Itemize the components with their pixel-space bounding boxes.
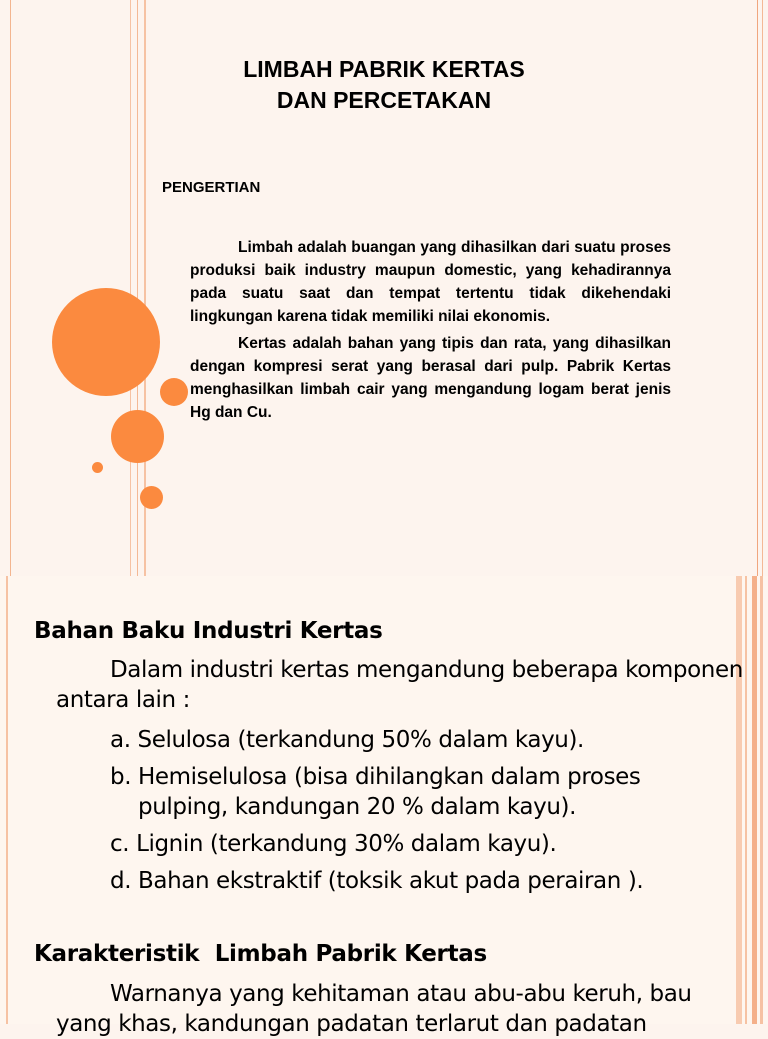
decorative-circle-small	[140, 486, 163, 509]
decorative-stripe	[757, 0, 758, 576]
list-item-a: a. Selulosa (terkandung 50% dalam kayu).	[110, 727, 584, 753]
decorative-stripe	[130, 0, 131, 576]
decorative-circle-large	[52, 288, 160, 396]
slide-title-line-1: LIMBAH PABRIK KERTAS	[243, 56, 525, 82]
definition-body	[190, 236, 671, 428]
decorative-stripe	[736, 576, 742, 1024]
decorative-circle-tiny	[92, 462, 103, 473]
characteristic-line-2: yang khas, kandungan padatan terlarut dan padatan	[56, 1011, 647, 1037]
intro-line-2: antara lain :	[56, 687, 190, 713]
decorative-stripe	[10, 0, 11, 576]
definition-paragraph-limbah: Limbah adalah buangan yang dihasilkan dari suatu proses produksi baik industry maupun domestic, yang kehadirannya pada suatu saat dan tempat tertentu tidak dikehendaki lingkungan karena tidak memiliki nilai ekonomis.	[190, 239, 671, 325]
decorative-stripe	[762, 0, 763, 576]
decorative-stripe	[137, 0, 138, 576]
slide-title-line-2: DAN PERCETAKAN	[276, 87, 492, 113]
decorative-stripe	[760, 576, 763, 1024]
section-heading-bahan-baku: Bahan Baku Industri Kertas	[34, 618, 383, 644]
decorative-circle-small	[160, 378, 188, 406]
intro-line-1: Dalam industri kertas mengandung beberapa komponen	[110, 657, 743, 683]
list-item-d: d. Bahan ekstraktif (toksik akut pada perairan ).	[110, 868, 644, 894]
section-heading-karakteristik: Karakteristik Limbah Pabrik Kertas	[34, 941, 487, 967]
decorative-stripe	[745, 576, 747, 1024]
slide-title	[150, 54, 618, 116]
characteristic-line-1: Warnanya yang kehitaman atau abu-abu keruh, bau	[110, 981, 692, 1007]
list-item-b-line-2: pulping, kandungan 20 % dalam kayu).	[138, 794, 576, 820]
section-heading-pengertian: PENGERTIAN	[162, 179, 261, 196]
definition-paragraph-kertas: Kertas adalah bahan yang tipis dan rata, yang dihasilkan dengan kompresi serat yang berasal dari pulp. Pabrik Kertas menghasilkan limbah cair yang mengandung logam berat jenis Hg dan Cu.	[190, 335, 671, 421]
list-item-c: c. Lignin (terkandung 30% dalam kayu).	[110, 831, 557, 857]
decorative-circle-medium	[111, 410, 164, 463]
list-item-b-line-1: b. Hemiselulosa (bisa dihilangkan dalam proses	[110, 764, 641, 790]
decorative-stripe	[752, 576, 757, 1024]
decorative-stripe	[6, 576, 8, 1024]
